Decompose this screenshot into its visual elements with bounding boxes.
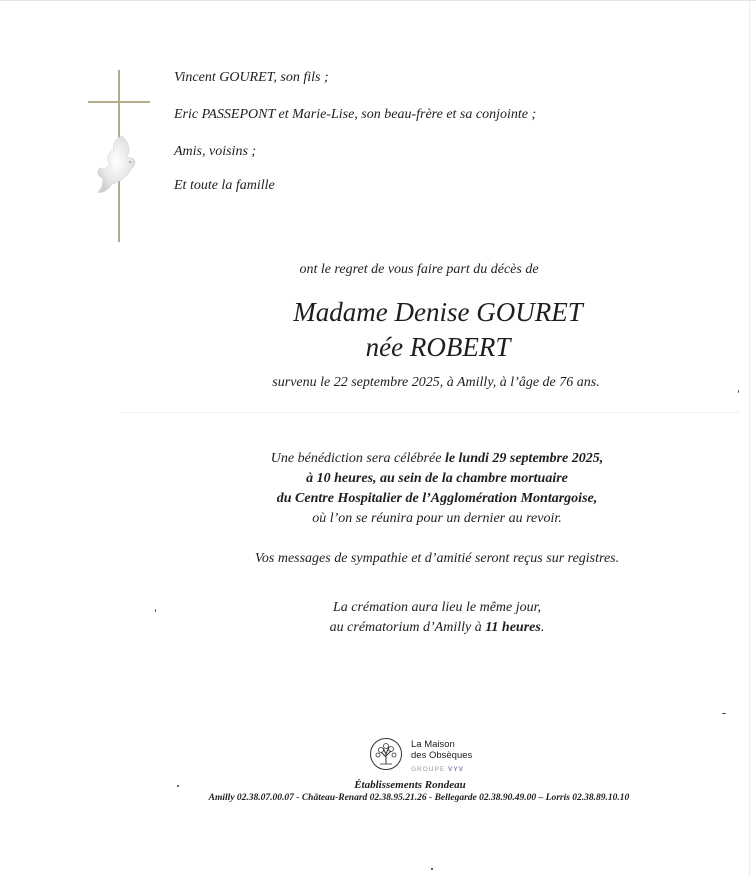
ceremony-block [237,449,637,529]
funeral-home-logo [369,737,473,779]
death-details: survenu le 22 septembre 2025, à Amilly, à l’âge de 76 ans. [272,375,600,390]
mourner-line: Et toute la famille [174,178,275,193]
logo-group-label [411,766,464,773]
ceremony-hospital: du Centre Hospitalier de l’Agglomération Montargoise, [276,491,598,506]
ceremony-line-1-text: Une bénédiction sera célébrée [270,451,445,466]
logo-wordmark [411,739,472,761]
scan-speck [177,785,179,787]
cremation-line-2 [237,618,637,638]
mourner-line: Eric PASSEPONT et Marie-Lise, son beau-frère et sa conjointe ; [174,107,537,122]
ceremony-line-2 [237,469,637,489]
cremation-line-1: La crémation aura lieu le même jour, [332,600,542,615]
messages-line: Vos messages de sympathie et d’amitié seront reçus sur registres. [254,551,620,566]
contact-phones: Amilly 02.38.07.00.07 - Château-Renard 02.38.95.21.26 - Bellegarde 02.38.90.49.00 – Lorris 02.38.89.10.10 [208,793,630,803]
ceremony-line-3 [237,489,637,509]
mourner-line: Vincent GOURET, son fils ; [174,70,329,85]
deceased-maiden-name: née ROBERT [365,332,511,362]
logo-group-brand: VYV [447,766,464,773]
scan-speck [722,713,726,714]
cremation-time: 11 heures [485,620,541,635]
ceremony-line-4: où l’on se réunira pour un dernier au revoir. [312,511,562,526]
cremation-line-2-text: au crématorium d’Amilly à [329,620,486,635]
logo-group-prefix: GROUPE [411,766,446,773]
ceremony-line-1 [237,449,637,469]
deceased-name: Madame Denise GOURET [293,297,583,327]
cross-icon-bar [88,101,150,103]
divider [120,412,740,413]
tree-logo-icon [369,737,403,771]
cremation-line-2-end: . [540,620,545,635]
logo-line-2: des Obsèques [411,750,473,761]
scan-speck [155,609,156,612]
page-edge-top [0,0,756,1]
logo-line-1: La Maison [411,739,455,750]
establishment-name: Établissements Rondeau [354,779,466,791]
ceremony-date: le lundi 29 septembre 2025, [444,451,604,466]
regret-line: ont le regret de vous faire part du décès de [299,262,539,277]
ceremony-time-place: à 10 heures, au sein de la chambre mortuaire [306,471,568,486]
scan-speck [431,868,433,870]
dove-icon [92,132,140,200]
page-edge-right [749,0,750,876]
mourner-line: Amis, voisins ; [174,144,257,159]
scan-speck [738,390,739,393]
cremation-block [237,598,637,638]
